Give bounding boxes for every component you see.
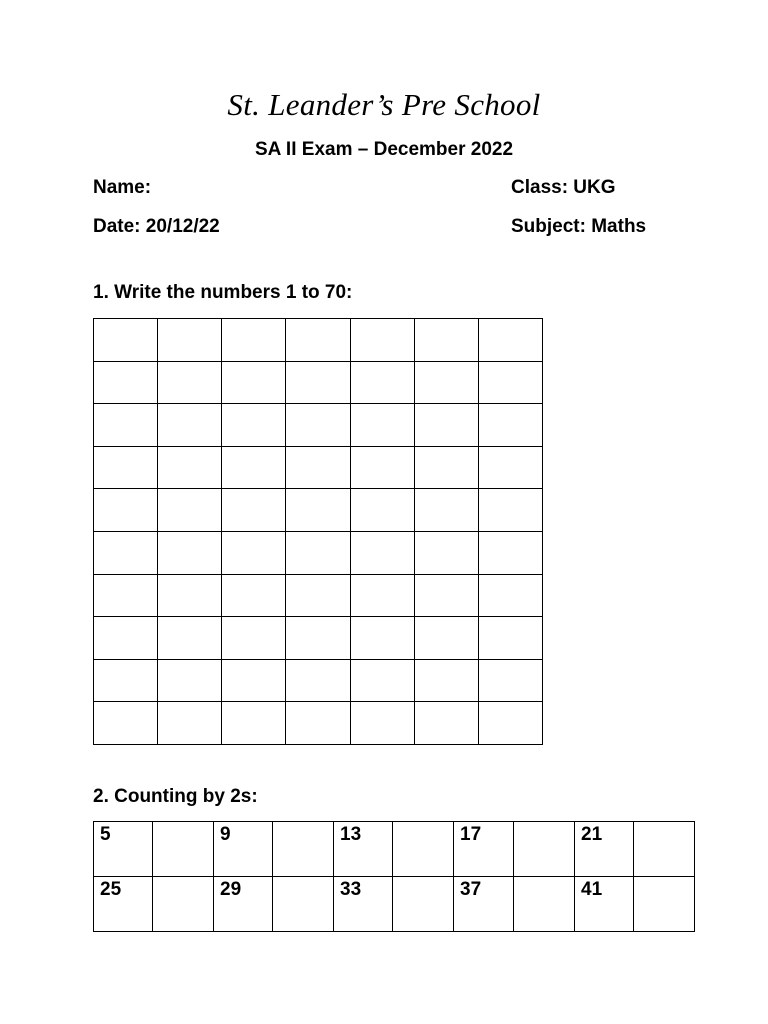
counting-number-cell: 17 [454,822,514,877]
counting-number-cell: 33 [334,877,393,932]
grid-cell [158,489,222,532]
grid-cell [478,659,542,702]
counting-number-cell: 9 [214,822,273,877]
grid-row [94,446,543,489]
grid-cell [350,531,414,574]
grid-cell [222,617,286,660]
counting-blank-cell [634,877,695,932]
counting-number-cell: 13 [334,822,393,877]
subject-label: Subject: Maths [511,216,647,237]
grid-cell [478,361,542,404]
counting-blank-cell [514,822,575,877]
grid-cell [222,574,286,617]
question-1-title: 1. Write the numbers 1 to 70: [93,282,353,303]
grid-cell [350,574,414,617]
grid-cell [94,659,158,702]
counting-blank-cell [514,877,575,932]
counting-row [94,822,695,877]
grid-cell [478,489,542,532]
grid-cell [350,489,414,532]
grid-cell [414,361,478,404]
grid-cell [158,702,222,745]
grid-cell [350,319,414,362]
grid-cell [286,319,350,362]
exam-title: SA II Exam – December 2022 [254,139,514,160]
grid-cell [350,446,414,489]
grid-cell [94,361,158,404]
grid-cell [414,617,478,660]
grid-cell [222,702,286,745]
grid-cell [222,404,286,447]
counting-blank-cell [273,822,334,877]
grid-cell [478,531,542,574]
question-2-title: 2. Counting by 2s: [93,786,258,807]
grid-row [94,702,543,745]
counting-row [94,877,695,932]
grid-cell [286,702,350,745]
grid-row [94,319,543,362]
counting-blank-cell [393,877,454,932]
grid-cell [350,404,414,447]
grid-cell [158,446,222,489]
grid-cell [94,319,158,362]
grid-cell [414,404,478,447]
grid-cell [222,319,286,362]
counting-number-cell: 5 [94,822,153,877]
grid-cell [158,531,222,574]
counting-number-cell: 41 [575,877,634,932]
grid-cell [478,574,542,617]
grid-row [94,659,543,702]
grid-cell [94,446,158,489]
grid-cell [478,319,542,362]
grid-cell [350,617,414,660]
grid-cell [286,446,350,489]
grid-cell [158,659,222,702]
counting-table [93,821,695,932]
counting-blank-cell [153,822,214,877]
grid-cell [414,446,478,489]
grid-cell [286,531,350,574]
grid-cell [158,404,222,447]
grid-row [94,574,543,617]
grid-row [94,361,543,404]
grid-cell [286,617,350,660]
counting-number-cell: 37 [454,877,514,932]
grid-cell [222,489,286,532]
counting-number-cell: 29 [214,877,273,932]
date-label: Date: 20/12/22 [93,216,220,237]
grid-cell [94,489,158,532]
grid-cell [286,574,350,617]
grid-cell [158,361,222,404]
grid-cell [478,702,542,745]
grid-cell [478,446,542,489]
numbers-grid [93,318,543,745]
grid-cell [478,404,542,447]
counting-blank-cell [634,822,695,877]
grid-cell [478,617,542,660]
grid-cell [350,702,414,745]
grid-cell [158,319,222,362]
grid-cell [94,531,158,574]
grid-cell [414,531,478,574]
name-field-label: Name: [93,177,152,198]
grid-row [94,489,543,532]
grid-row [94,404,543,447]
grid-cell [286,489,350,532]
grid-cell [350,659,414,702]
grid-cell [286,404,350,447]
school-title: St. Leander’s Pre School [227,87,541,122]
counting-blank-cell [153,877,214,932]
grid-cell [414,702,478,745]
grid-cell [414,489,478,532]
grid-cell [286,361,350,404]
grid-row [94,531,543,574]
grid-cell [94,702,158,745]
grid-cell [94,404,158,447]
class-label: Class: UKG [511,177,616,198]
grid-cell [222,361,286,404]
grid-cell [350,361,414,404]
grid-cell [94,574,158,617]
grid-cell [222,659,286,702]
counting-number-cell: 25 [94,877,153,932]
grid-cell [286,659,350,702]
grid-cell [158,574,222,617]
grid-cell [158,617,222,660]
counting-blank-cell [273,877,334,932]
grid-cell [414,319,478,362]
grid-cell [222,446,286,489]
grid-cell [414,574,478,617]
grid-cell [414,659,478,702]
grid-cell [222,531,286,574]
grid-cell [94,617,158,660]
counting-blank-cell [393,822,454,877]
grid-row [94,617,543,660]
counting-number-cell: 21 [575,822,634,877]
